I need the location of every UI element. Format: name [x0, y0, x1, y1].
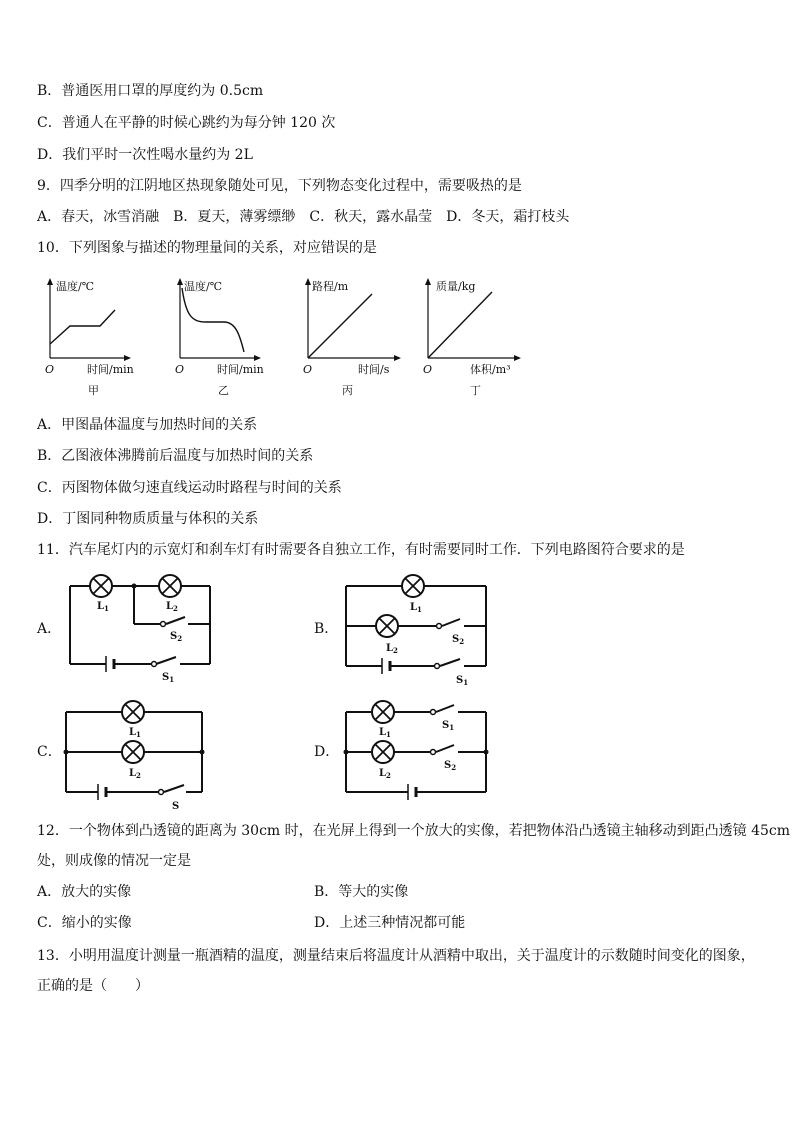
q13-stem-line2: 正确的是（ ） [37, 978, 149, 994]
circuit-d-l2: $L_2$ [379, 768, 391, 780]
circuit-d-s2: $S_2$ [444, 760, 457, 772]
circuit-d-label: D． [314, 744, 340, 760]
circuit-c-l1: $L_1$ [129, 727, 141, 739]
graph-jia-origin: O [45, 363, 55, 376]
graph-ding-origin: O [423, 363, 433, 376]
circuit-a-label: A． [37, 621, 62, 637]
graph-ding-caption: 丁 [470, 384, 481, 397]
circuit-b-l2: $L_2$ [386, 643, 398, 655]
q10-option-c: C．丙图物体做匀速直线运动时路程与时间的关系 [37, 480, 342, 496]
circuit-b-s2: $S_2$ [452, 634, 465, 646]
circuit-a [60, 568, 220, 696]
circuit-c-label: C． [37, 744, 62, 760]
q9-options: A．春天，冰雪消融 B．夏天，薄雾缥缈 C．秋天，露水晶莹 D．冬天，霜打枝头 [37, 209, 570, 225]
circuit-a-s1: $S_1$ [162, 672, 175, 684]
q12-option-b: B．等大的实像 [314, 884, 409, 900]
graph-yi [170, 276, 294, 400]
circuit-b-label: B． [314, 621, 339, 637]
q10-option-d: D．丁图同种物质质量与体积的关系 [37, 511, 259, 527]
graph-ding-x-label: 体积/m³ [470, 363, 511, 376]
q12-stem-line2: 处，则成像的情况一定是 [37, 853, 191, 869]
graph-yi-caption: 乙 [218, 384, 229, 397]
q11-stem: 11．汽车尾灯内的示宽灯和刹车灯有时需要各自独立工作，有时需要同时工作．下列电路图符合要求的是 [37, 542, 685, 558]
q12-option-c: C．缩小的实像 [37, 915, 132, 931]
graph-bing-x-label: 时间/s [358, 363, 390, 376]
q13-stem-line1: 13．小明用温度计测量一瓶酒精的温度，测量结束后将温度计从酒精中取出，关于温度计的示数随时间变化的图象， [37, 948, 755, 964]
circuit-c-l2: $L_2$ [129, 768, 141, 780]
graph-jia-y-label: 温度/℃ [56, 280, 95, 293]
q10-option-a: A．甲图晶体温度与加热时间的关系 [37, 417, 258, 433]
graph-ding-y-label: 质量/kg [436, 280, 476, 293]
circuit-a-l2: $L_2$ [166, 601, 178, 613]
circuit-c-s: S [172, 801, 180, 812]
q8-option-c: C．普通人在平静的时候心跳约为每分钟 120 次 [37, 115, 336, 131]
graph-bing-y-label: 路程/m [312, 280, 349, 293]
graph-jia-x-label: 时间/min [87, 363, 134, 376]
graph-bing-caption: 丙 [342, 384, 353, 397]
q12-option-a: A．放大的实像 [37, 884, 132, 900]
q10-option-b: B．乙图液体沸腾前后温度与加热时间的关系 [37, 448, 314, 464]
q10-stem: 10．下列图象与描述的物理量间的关系，对应错误的是 [37, 240, 377, 256]
graph-bing-origin: O [303, 363, 313, 376]
circuit-d-s1: $S_1$ [442, 720, 455, 732]
circuit-c [58, 694, 218, 822]
circuit-a-s2: $S_2$ [170, 631, 183, 643]
circuit-d [336, 694, 496, 822]
graph-jia-caption: 甲 [88, 384, 99, 397]
graph-yi-y-label: 温度/℃ [184, 280, 223, 293]
circuit-b-s1: $S_1$ [456, 675, 469, 687]
circuit-d-l1: $L_1$ [379, 727, 391, 739]
q9-stem: 9．四季分明的江阴地区热现象随处可见，下列物态变化过程中，需要吸热的是 [37, 178, 522, 194]
q8-option-b: B．普通医用口罩的厚度约为 0.5cm [37, 83, 264, 99]
q8-option-d: D．我们平时一次性喝水量约为 2L [37, 147, 253, 163]
graph-yi-x-label: 时间/min [217, 363, 264, 376]
graph-ding [418, 276, 542, 400]
circuit-a-l1: $L_1$ [97, 601, 109, 613]
graph-yi-origin: O [175, 363, 185, 376]
q12-stem-line1: 12．一个物体到凸透镜的距离为 30cm 时，在光屏上得到一个放大的实像，若把物体沿凸透镜主轴移动到距凸透镜 45cm [37, 823, 791, 839]
circuit-b [336, 570, 496, 698]
graph-jia [40, 276, 164, 400]
circuit-b-l1: $L_1$ [410, 602, 422, 614]
q12-option-d: D．上述三种情况都可能 [314, 915, 466, 931]
graph-bing [298, 276, 422, 400]
